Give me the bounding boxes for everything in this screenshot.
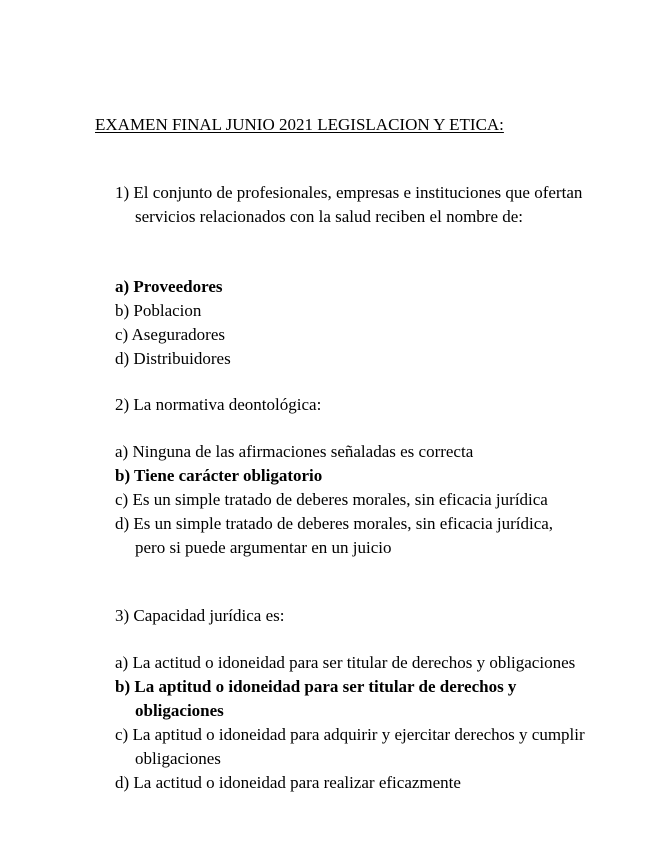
question-2-option-a: a) Ninguna de las afirmaciones señaladas es correcta xyxy=(115,442,474,461)
question-2-text: 2) La normativa deontológica: xyxy=(115,395,322,414)
question-3-option-a: a) La actitud o idoneidad para ser titular de derechos y obligaciones xyxy=(115,653,576,672)
question-1-option-d: d) Distribuidores xyxy=(115,349,231,368)
exam-title: EXAMEN FINAL JUNIO 2021 LEGISLACION Y ETICA: xyxy=(95,115,504,134)
question-1-text: 1) El conjunto de profesionales, empresas e instituciones que ofertan servicios relacionados con la salud reciben el nombre de: xyxy=(115,183,583,226)
question-2-option-c: c) Es un simple tratado de deberes morales, sin eficacia jurídica xyxy=(115,490,548,509)
question-1-option-a: a) Proveedores xyxy=(115,277,223,296)
question-2-option-d: d) Es un simple tratado de deberes morales, sin eficacia jurídica, pero si puede argumentar en un juicio xyxy=(115,514,554,557)
question-1-option-c: c) Aseguradores xyxy=(115,325,225,344)
question-3-option-b: b) La aptitud o idoneidad para ser titular de derechos y obligaciones xyxy=(115,677,517,720)
question-2-option-b: b) Tiene carácter obligatorio xyxy=(115,466,323,485)
question-1-options xyxy=(115,275,585,371)
question-3-options xyxy=(115,651,585,795)
question-2-options xyxy=(115,440,585,560)
question-3-option-c: c) La aptitud o idoneidad para adquirir y ejercitar derechos y cumplir obligaciones xyxy=(115,725,585,768)
question-3-option-d: d) La actitud o idoneidad para realizar eficazmente xyxy=(115,773,461,792)
question-1-option-b: b) Poblacion xyxy=(115,301,202,320)
question-3-text: 3) Capacidad jurídica es: xyxy=(115,606,285,625)
